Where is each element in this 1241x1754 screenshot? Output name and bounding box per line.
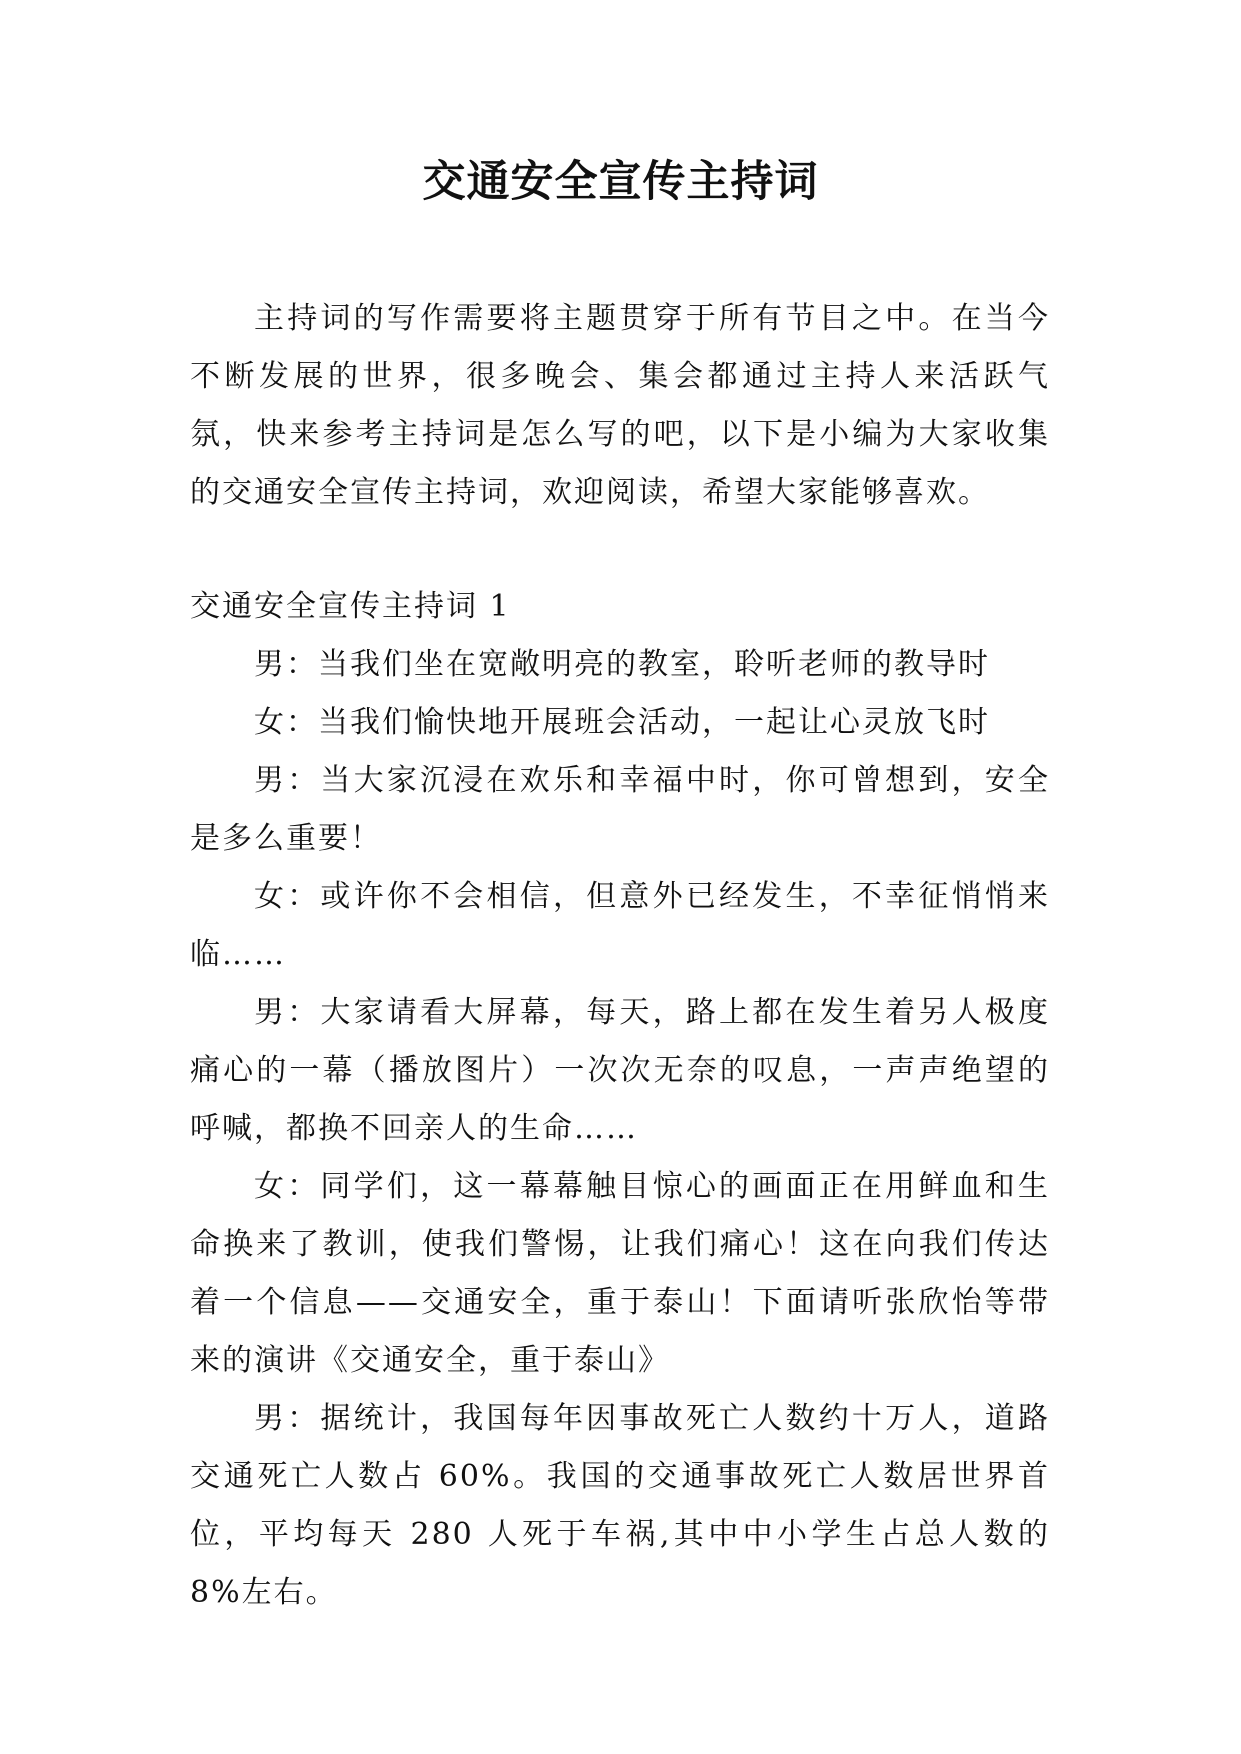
section-block — [190, 578, 1050, 1622]
dialogue-paragraph: 男：大家请看大屏幕，每天，路上都在发生着另人极度痛心的一幕（播放图片）一次次无奈的叹息，一声声绝望的呼喊，都换不回亲人的生命…… — [190, 995, 1050, 1146]
dialogue-paragraph: 女：当我们愉快地开展班会活动，一起让心灵放飞时 — [254, 705, 990, 740]
intro-block — [190, 290, 1050, 522]
dialogue-paragraph: 女：同学们，这一幕幕触目惊心的画面正在用鲜血和生命换来了教训，使我们警惕，让我们痛心！这在向我们传达着一个信息——交通安全，重于泰山！下面请听张欣怡等带来的演讲《交通安全，重于泰山》 — [190, 1169, 1050, 1378]
dialogue-paragraph: 男：当我们坐在宽敞明亮的教室，聆听老师的教导时 — [254, 647, 990, 682]
intro-paragraph: 主持词的写作需要将主题贯穿于所有节目之中。在当今不断发展的世界，很多晚会、集会都通过主持人来活跃气氛，快来参考主持词是怎么写的吧，以下是小编为大家收集的交通安全宣传主持词，欢迎阅读，希望大家能够喜欢。 — [190, 301, 1050, 510]
dialogue-paragraph: 男：当大家沉浸在欢乐和幸福中时，你可曾想到，安全是多么重要！ — [190, 763, 1050, 856]
section-heading: 交通安全宣传主持词 1 — [190, 589, 511, 624]
dialogue-paragraph: 女：或许你不会相信，但意外已经发生，不幸征悄悄来临…… — [190, 879, 1050, 972]
dialogue-paragraph: 男：据统计，我国每年因事故死亡人数约十万人，道路交通死亡人数占 60%。我国的交通事故死亡人数居世界首位，平均每天 280 人死于车祸,其中中小学生占总人数的 8%左右。 — [190, 1401, 1050, 1610]
document-title: 交通安全宣传主持词 — [422, 157, 819, 207]
